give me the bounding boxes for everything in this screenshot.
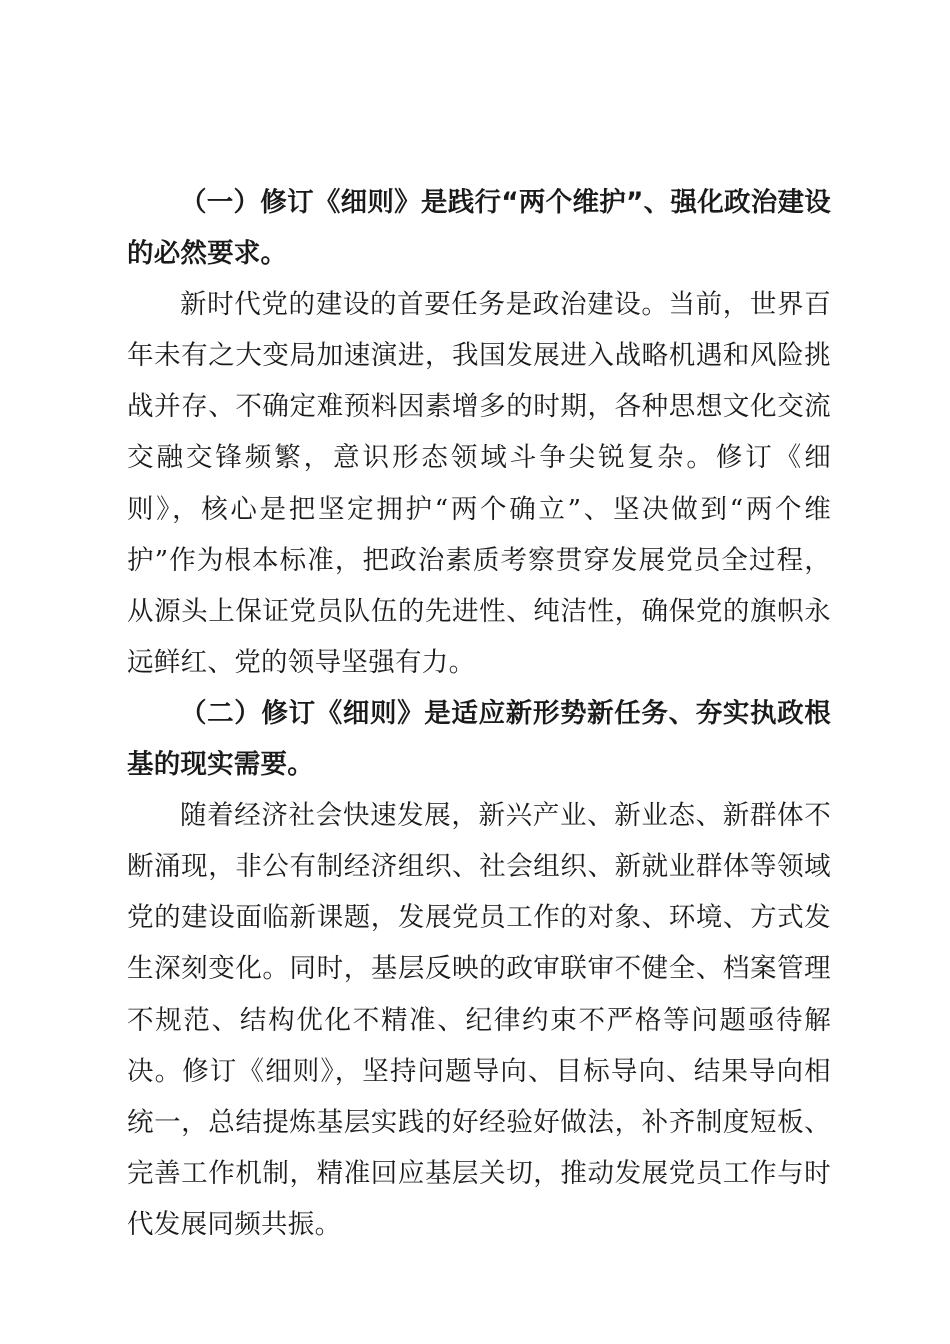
section-1-paragraph: 新时代党的建设的首要任务是政治建设。当前，世界百年未有之大变局加速演进，我国发展进入战略机遇和风险挑战并存、不确定难预料因素增多的时期，各种思想文化交流交融交锋频繁，意识形态领域斗争尖锐复杂。修订《细则》，核心是把坚定拥护“两个确立”、坚决做到“两个维护”作为根本标准，把政治素质考察贯穿发展党员全过程，从源头上保证党员队伍的先进性、纯洁性，确保党的旗帜永远鲜红、党的领导坚强有力。 [127,289,831,678]
document-body [127,177,831,1250]
section-2-paragraph: 随着经济社会快速发展，新兴产业、新业态、新群体不断涌现，非公有制经济组织、社会组织、新就业群体等领域党的建设面临新课题，发展党员工作的对象、环境、方式发生深刻变化。同时，基层反映的政审联审不健全、档案管理不规范、结构优化不精准、纪律约束不严格等问题亟待解决。修订《细则》，坚持问题导向、目标导向、结果导向相统一，总结提炼基层实践的好经验好做法，补齐制度短板、完善工作机制，精准回应基层关切，推动发展党员工作与时代发展同频共振。 [127,800,831,1240]
section-2-heading: （二）修订《细则》是适应新形势新任务、夯实执政根基的现实需要。 [127,697,831,781]
section-1-heading: （一）修订《细则》是践行“两个维护”、强化政治建设的必然要求。 [127,187,831,270]
